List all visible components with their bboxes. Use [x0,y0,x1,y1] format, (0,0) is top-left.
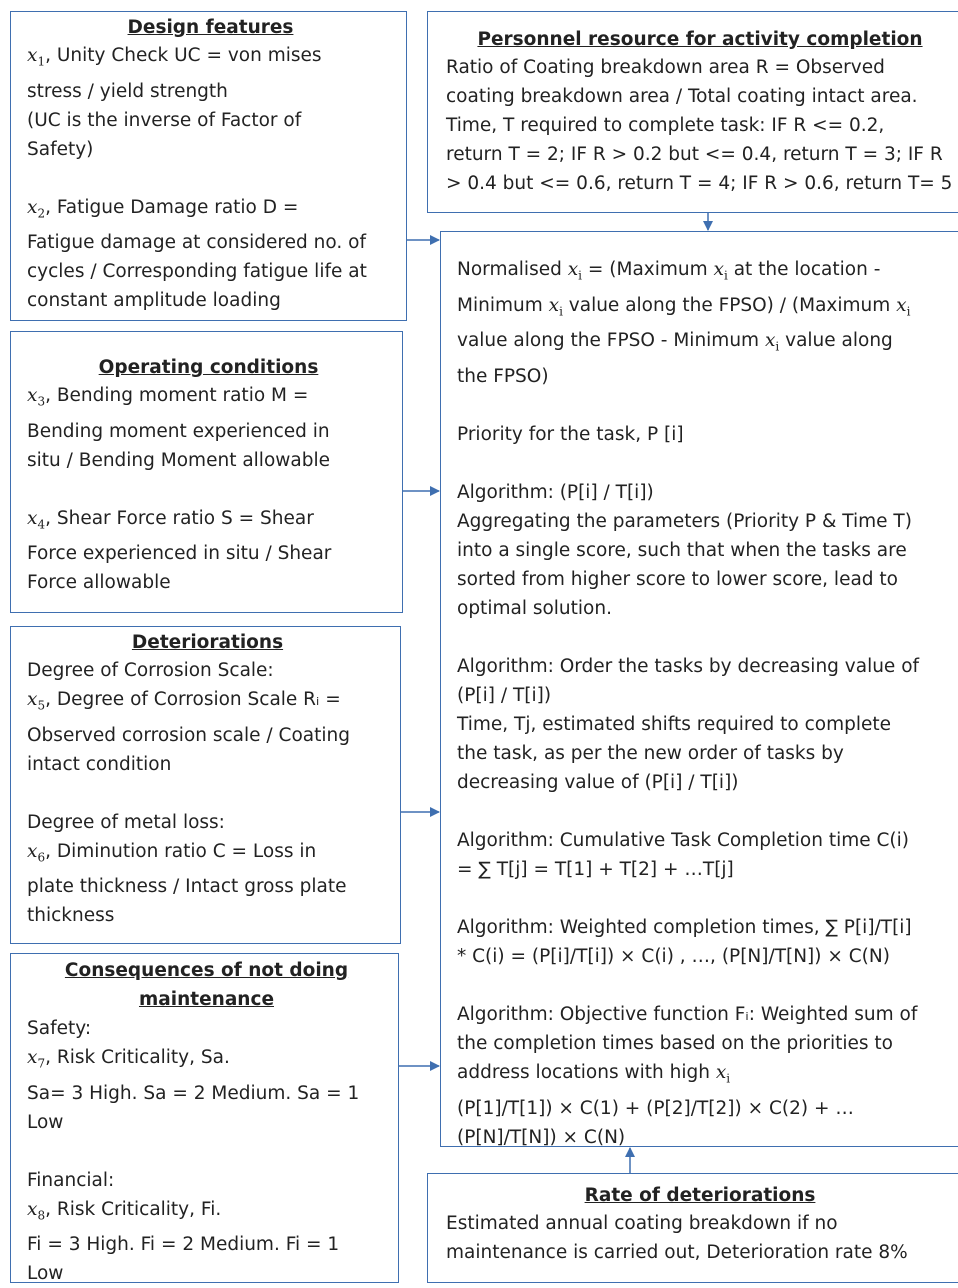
algorithm-score-line: sorted from higher score to lower score, lead to [457,569,898,591]
personnel-text: return T = 2; IF R > 0.2 but <= 0.4, return T = 3; IF R [446,144,943,165]
algorithm-weighted-line: Algorithm: Weighted completion times, ∑ P[i]/T[i] [457,917,912,939]
metal-loss-heading: Degree of metal loss: [27,811,225,833]
x2-text: Fatigue damage at considered no. of [27,232,366,254]
x1-symbol: $x_1$ [27,45,46,69]
x7-symbol: $x_7$ [27,1047,46,1071]
algorithm-objective-line: Algorithm: Objective function Fᵢ: Weighted sum of [457,1004,918,1026]
consequences-box [10,953,399,1283]
normalised-line: Normalised $x_i$ = (Maximum $x_i$ at the location - [457,259,881,283]
algorithm-score-line: Algorithm: (P[i] / T[i]) [457,482,654,504]
x8-text: Low [27,1263,64,1285]
algorithm-box [440,231,958,1147]
x6-text: plate thickness / Intact gross plate [27,876,347,898]
x7-text: Sa= 3 High. Sa = 2 Medium. Sa = 1 [27,1082,360,1104]
algorithm-cumulative-line: Algorithm: Cumulative Task Completion time C(i) [457,830,910,852]
deteriorations-title: Deteriorations [131,632,284,653]
algorithm-objective-line: (P[N]/T[N]) × C(N) [457,1126,626,1148]
x5-line: $x_5$, Degree of Corrosion Scale Rᵢ = [27,689,341,713]
algorithm-objective-line: address locations with high $x_i$ [457,1062,731,1086]
x5-text: intact condition [27,753,172,775]
x2-symbol: $x_2$ [27,196,46,221]
x7-line: $x_7$, Risk Criticality, Sa. [27,1047,230,1071]
algorithm-score-line: into a single score, such that when the tasks are [457,540,907,562]
x6-symbol: $x_6$ [27,840,46,865]
x8-line: $x_8$, Risk Criticality, Fi. [27,1198,222,1223]
x4-text: Force allowable [27,572,171,594]
x6-text: thickness [27,905,115,927]
rate-of-deteriorations-title: Rate of deteriorations [584,1185,816,1206]
algorithm-cumulative-line: = ∑ T[j] = T[1] + T[2] + …T[j] [457,859,734,881]
rate-text: Estimated annual coating breakdown if no [446,1213,838,1234]
normalised-line: Minimum $x_i$ value along the FPSO) / (Maximum $x_i$ [457,294,911,319]
x4-symbol: $x_4$ [27,507,46,532]
x3-text: Bending moment experienced in [27,420,330,442]
personnel-resource-box [427,11,958,213]
algorithm-order-line: Time, Tj, estimated shifts required to complete [457,714,891,736]
normalised-line: the FPSO) [457,366,549,388]
algorithm-objective-line: (P[1]/T[1]) × C(1) + (P[2]/T[2]) × C(2) + … [457,1097,854,1119]
consequences-title: Consequences of not doing [64,960,349,981]
algorithm-weighted-line: * C(i) = (P[i]/T[i]) × C(i) , …, (P[N]/T[N]) × C(N) [457,946,890,968]
algorithm-order-line: the task, as per the new order of tasks by [457,743,844,765]
design-features-box [10,11,407,321]
normalised-line: value along the FPSO - Minimum $x_i$ value along [457,330,893,355]
x8-text: Fi = 3 High. Fi = 2 Medium. Fi = 1 [27,1234,340,1256]
x1-text: Safety) [27,138,94,160]
personnel-text: coating breakdown area / Total coating intact area. [446,86,918,107]
rate-of-deteriorations-box [427,1173,958,1283]
x4-text: Force experienced in situ / Shear [27,543,332,565]
x2-text: cycles / Corresponding fatigue life at [27,261,367,283]
design-features-title: Design features [127,17,294,38]
x5-text: Observed corrosion scale / Coating [27,724,350,746]
operating-conditions-title: Operating conditions [98,357,319,378]
x7-text: Low [27,1111,64,1133]
x8-symbol: $x_8$ [27,1198,46,1223]
operating-conditions-box [10,331,403,613]
x2-line: $x_2$, Fatigue Damage ratio D = [27,196,299,221]
x3-text: situ / Bending Moment allowable [27,449,330,471]
x1-text: (UC is the inverse of Factor of [27,109,302,131]
x4-line: $x_4$, Shear Force ratio S = Shear [27,507,314,532]
algorithm-order-line: Algorithm: Order the tasks by decreasing value of [457,656,920,678]
x5-symbol: $x_5$ [27,689,46,713]
algorithm-score-line: optimal solution. [457,598,612,620]
priority-line: Priority for the task, P [i] [457,424,684,446]
x2-text: constant amplitude loading [27,290,281,312]
algorithm-objective-line: the completion times based on the priorities to [457,1033,893,1055]
x1-text: stress / yield strength [27,80,228,102]
rate-text: maintenance is carried out, Deterioration rate 8% [446,1242,908,1263]
algorithm-score-line: Aggregating the parameters (Priority P & Time T) [457,511,912,533]
corrosion-heading: Degree of Corrosion Scale: [27,660,274,681]
algorithm-order-line: decreasing value of (P[i] / T[i]) [457,772,739,794]
personnel-text: > 0.4 but <= 0.6, return T = 4; IF R > 0.6, return T= 5 [446,173,953,194]
x6-line: $x_6$, Diminution ratio C = Loss in [27,840,317,865]
x3-line: $x_3$, Bending moment ratio M = [27,385,309,409]
personnel-resource-title: Personnel resource for activity completion [477,29,923,50]
x3-symbol: $x_3$ [27,385,46,409]
algorithm-order-line: (P[i] / T[i]) [457,685,552,707]
consequences-title: maintenance [138,989,274,1010]
x1-line: $x_1$, Unity Check UC = von mises [27,45,322,69]
personnel-text: Ratio of Coating breakdown area R = Observed [446,57,885,78]
deteriorations-box [10,626,401,944]
safety-heading: Safety: [27,1018,92,1039]
personnel-text: Time, T required to complete task: IF R <= 0.2, [446,115,885,136]
financial-heading: Financial: [27,1169,115,1191]
